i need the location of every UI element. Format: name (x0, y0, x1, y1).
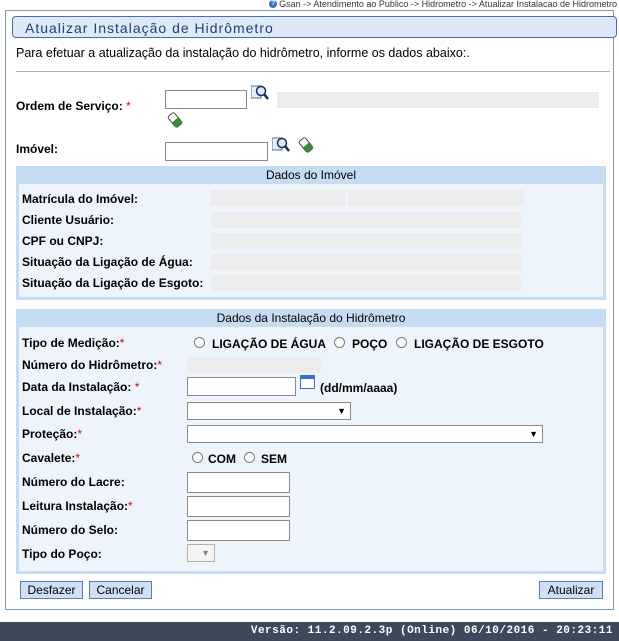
matricula-label: Matrícula do Imóvel: (22, 192, 139, 206)
search-icon[interactable] (251, 84, 269, 102)
breadcrumb-text: Gsan -> Atendimento ao Publico -> Hidrometro -> Atualizar Instalacao de Hidrometro (279, 0, 617, 9)
divider (16, 71, 610, 72)
local-instalacao-label: Local de Instalação:* (22, 404, 142, 418)
dados-instalacao-title: Dados da Instalação do Hidrômetro (216, 311, 406, 325)
radio-cavalete-sem-label: SEM (261, 452, 288, 466)
cavalete-label: Cavalete:* (22, 451, 81, 465)
radio-ligacao-agua[interactable] (194, 337, 205, 348)
radio-ligacao-esgoto-label: LIGAÇÃO DE ESGOTO (414, 337, 544, 351)
radio-poco-label: POÇO (352, 337, 388, 351)
cpf-cnpj-value (211, 233, 521, 249)
dados-instalacao-section (16, 309, 606, 574)
desfazer-button[interactable]: Desfazer (20, 581, 83, 599)
intro-text: Para efetuar a atualização da instalação do hidrômetro, informe os dados abaixo:. (16, 46, 470, 60)
ordem-servico-label: Ordem de Serviço: * (16, 99, 131, 113)
matricula-detail (348, 190, 524, 206)
numero-selo-input[interactable] (187, 520, 290, 541)
cancelar-button[interactable]: Cancelar (89, 581, 152, 599)
leitura-instalacao-label: Leitura Instalação:* (22, 499, 133, 513)
version-footer: Versão: 11.2.09.2.3p (Online) 06/10/2016 - 20:23:11 (0, 622, 619, 641)
imovel-label: Imóvel: (16, 142, 59, 156)
situacao-esgoto-label: Situação da Ligação de Esgoto: (22, 276, 204, 290)
chevron-down-icon: ▼ (337, 406, 346, 416)
main-panel (5, 10, 614, 610)
radio-ligacao-agua-label: LIGAÇÃO DE ÁGUA (212, 337, 326, 351)
atualizar-button[interactable]: Atualizar (539, 581, 603, 599)
matricula-value (211, 190, 345, 206)
dados-imovel-title: Dados do Imóvel (265, 168, 357, 182)
situacao-esgoto-value (211, 275, 521, 291)
help-icon[interactable]: ? (270, 0, 276, 7)
numero-hidrometro-label: Número do Hidrômetro:* (22, 358, 163, 372)
page-title-bar (12, 16, 617, 38)
situacao-agua-label: Situação da Ligação de Água: (22, 255, 193, 269)
radio-cavalete-sem[interactable] (244, 452, 255, 463)
data-instalacao-label: Data da Instalação: * (22, 380, 140, 394)
chevron-down-icon: ▼ (529, 429, 538, 439)
calendar-icon[interactable] (300, 375, 315, 389)
cpf-cnpj-label: CPF ou CNPJ: (22, 234, 104, 248)
tipo-poco-label: Tipo do Poço: (22, 547, 102, 561)
radio-poco[interactable] (334, 337, 345, 348)
numero-lacre-label: Número do Lacre: (22, 475, 125, 489)
page-title: Atualizar Instalação de Hidrômetro (25, 20, 274, 36)
tipo-medicao-label: Tipo de Medição:* (22, 336, 125, 350)
protecao-label: Proteção:* (22, 427, 83, 441)
numero-hidrometro-value (187, 357, 321, 373)
radio-cavalete-com[interactable] (192, 452, 203, 463)
local-instalacao-select[interactable] (187, 402, 351, 420)
date-format-hint: (dd/mm/aaaa) (320, 381, 398, 395)
breadcrumb (269, 0, 617, 9)
leitura-instalacao-input[interactable] (187, 496, 290, 517)
situacao-agua-value (211, 254, 521, 270)
eraser-icon[interactable] (167, 112, 183, 128)
dados-imovel-body (19, 184, 603, 297)
ordem-servico-description (277, 92, 599, 108)
search-icon[interactable] (272, 136, 290, 154)
tipo-poco-select[interactable] (187, 544, 215, 562)
numero-selo-label: Número do Selo: (22, 523, 119, 537)
data-instalacao-input[interactable] (187, 377, 296, 396)
ordem-servico-input[interactable] (165, 90, 247, 109)
numero-lacre-input[interactable] (187, 472, 290, 493)
cliente-label: Cliente Usuário: (22, 213, 115, 227)
protecao-select[interactable] (187, 425, 543, 443)
eraser-icon[interactable] (298, 137, 314, 153)
imovel-input[interactable] (165, 142, 268, 161)
chevron-down-icon: ▼ (201, 548, 210, 558)
radio-ligacao-esgoto[interactable] (396, 337, 407, 348)
radio-cavalete-com-label: COM (208, 452, 236, 466)
dados-imovel-section (16, 166, 606, 300)
cliente-value (211, 212, 521, 228)
dados-instalacao-body (19, 327, 603, 571)
